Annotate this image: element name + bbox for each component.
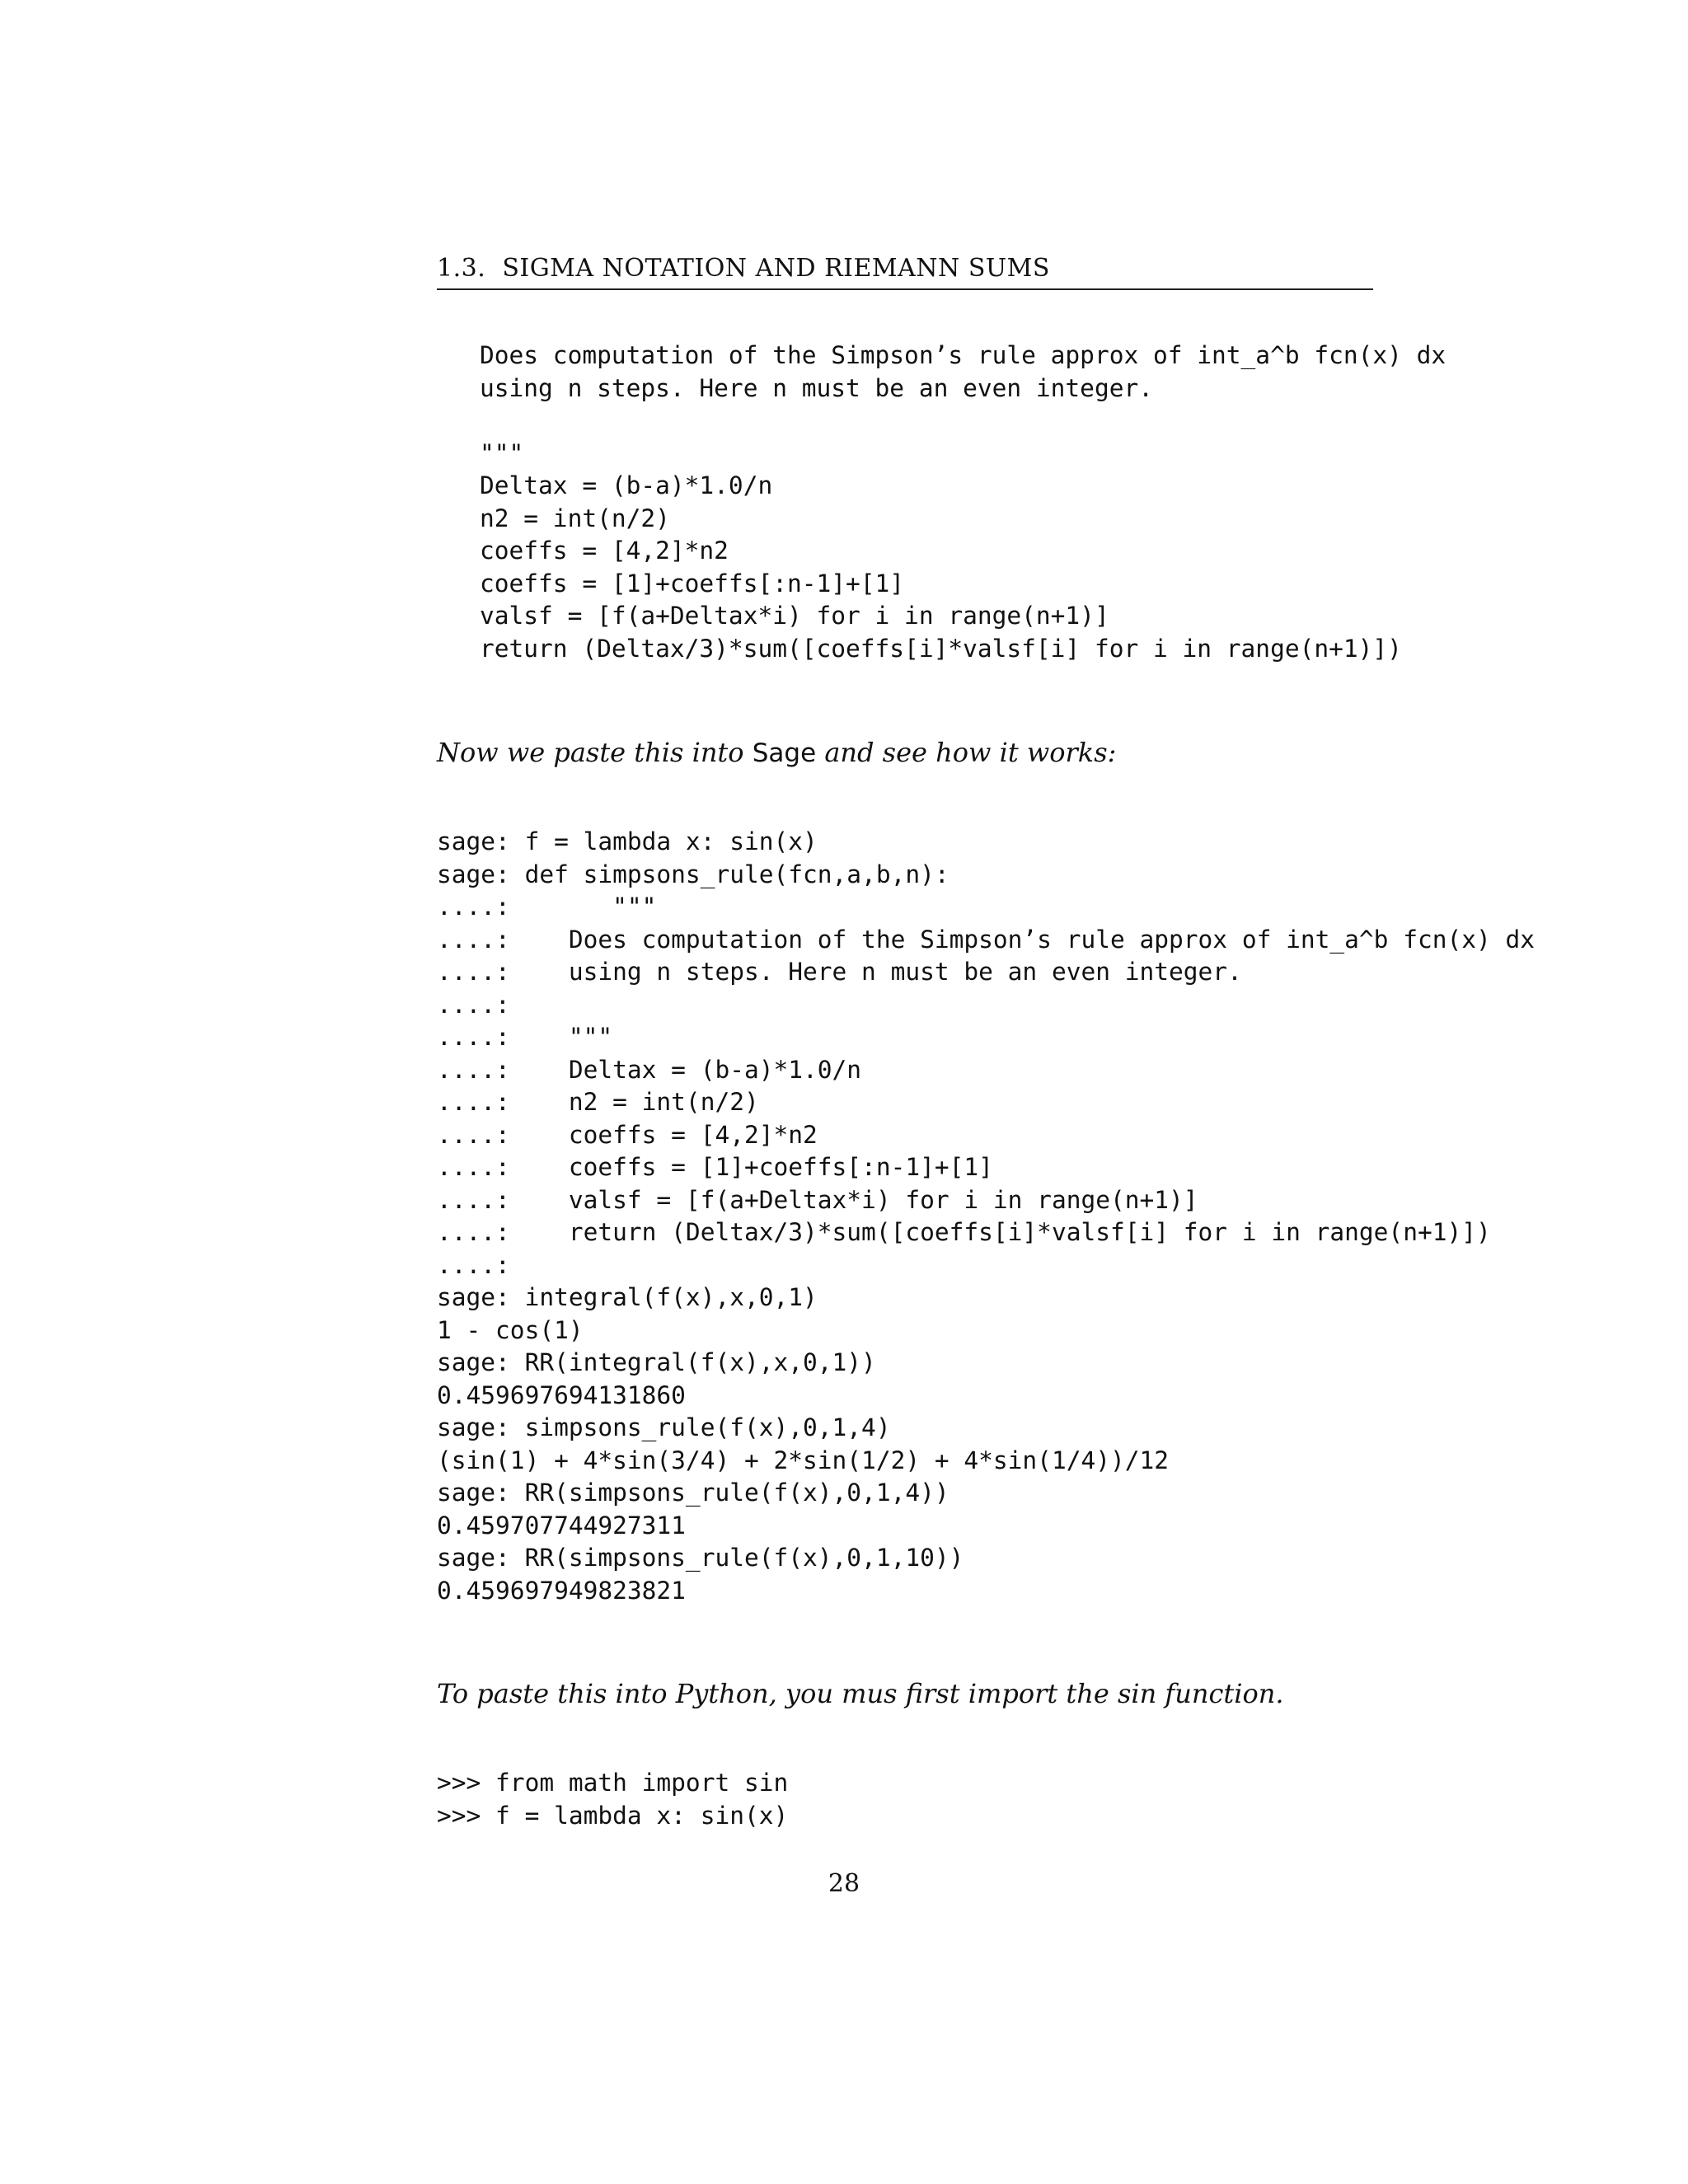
code-line: sage: RR(integral(f(x),x,0,1)) <box>437 1348 876 1376</box>
code-line: ....: <box>437 1250 510 1279</box>
code-line: 1 - cos(1) <box>437 1315 584 1344</box>
code-line: (sin(1) + 4*sin(3/4) + 2*sin(1/2) + 4*sin(1/4))/12 <box>437 1446 1170 1474</box>
code-line: using n steps. Here n must be an even integer. <box>480 373 1153 402</box>
code-line: ....: coeffs = [4,2]*n2 <box>437 1120 818 1149</box>
code-line: ....: return (Deltax/3)*sum([coeffs[i]*valsf[i] for i in range(n+1)]) <box>437 1218 1491 1246</box>
code-line: """ <box>480 438 524 467</box>
code-line: sage: RR(simpsons_rule(f(x),0,1,10)) <box>437 1544 964 1572</box>
code-line: sage: RR(simpsons_rule(f(x),0,1,4)) <box>437 1479 950 1507</box>
code-line: coeffs = [4,2]*n2 <box>480 537 729 565</box>
code-line: ....: Deltax = (b-a)*1.0/n <box>437 1055 862 1084</box>
running-header-title: 1.3. SIGMA NOTATION AND RIEMANN SUMS <box>437 254 1050 283</box>
page-number: 28 <box>828 1869 860 1898</box>
code-line: ....: """ <box>437 1023 613 1051</box>
paragraph-python-intro <box>437 1678 1284 1709</box>
code-line: ....: valsf = [f(a+Deltax*i) for i in range(n+1)] <box>437 1185 1198 1214</box>
code-line: n2 = int(n/2) <box>480 504 670 532</box>
code-line: 0.459697694131860 <box>437 1380 686 1409</box>
code-line: Does computation of the Simpson’s rule approx of int_a^b fcn(x) dx <box>480 341 1447 369</box>
paragraph-text: To paste this into Python, you mus first import the sin function. <box>437 1678 1284 1709</box>
code-line: ....: Does computation of the Simpson’s rule approx of int_a^b fcn(x) dx <box>437 925 1536 954</box>
code-line: ....: using n steps. Here n must be an even integer. <box>437 958 1242 986</box>
code-line: sage: def simpsons_rule(fcn,a,b,n): <box>437 860 950 888</box>
sage-session-block <box>437 826 1535 1607</box>
code-line: sage: simpsons_rule(f(x),0,1,4) <box>437 1413 891 1441</box>
paragraph-text: and see how it works: <box>816 737 1117 768</box>
code-line: 0.459697949823821 <box>437 1576 686 1605</box>
code-block-docstring <box>480 340 1446 665</box>
code-line: ....: <box>437 990 510 1019</box>
code-line: Deltax = (b-a)*1.0/n <box>480 471 773 499</box>
code-line: valsf = [f(a+Deltax*i) for i in range(n+1)] <box>480 602 1109 630</box>
code-line: >>> f = lambda x: sin(x) <box>437 1801 789 1830</box>
code-line: >>> from math import sin <box>437 1769 789 1797</box>
code-line: 0.459707744927311 <box>437 1511 686 1540</box>
code-line: sage: f = lambda x: sin(x) <box>437 827 818 855</box>
software-name: Sage <box>752 738 817 768</box>
paragraph-text: Now we paste this into <box>437 737 753 768</box>
code-line: coeffs = [1]+coeffs[:n-1]+[1] <box>480 569 905 598</box>
code-line: ....: """ <box>437 893 657 921</box>
code-line: ....: n2 = int(n/2) <box>437 1088 759 1116</box>
code-line: ....: coeffs = [1]+coeffs[:n-1]+[1] <box>437 1153 993 1181</box>
code-line: return (Deltax/3)*sum([coeffs[i]*valsf[i] for i in range(n+1)]) <box>480 634 1402 663</box>
running-header <box>437 249 1373 290</box>
code-line <box>480 405 1446 438</box>
python-session-block <box>437 1767 788 1832</box>
code-line: sage: integral(f(x),x,0,1) <box>437 1283 818 1311</box>
paragraph-sage-intro <box>437 737 1116 768</box>
